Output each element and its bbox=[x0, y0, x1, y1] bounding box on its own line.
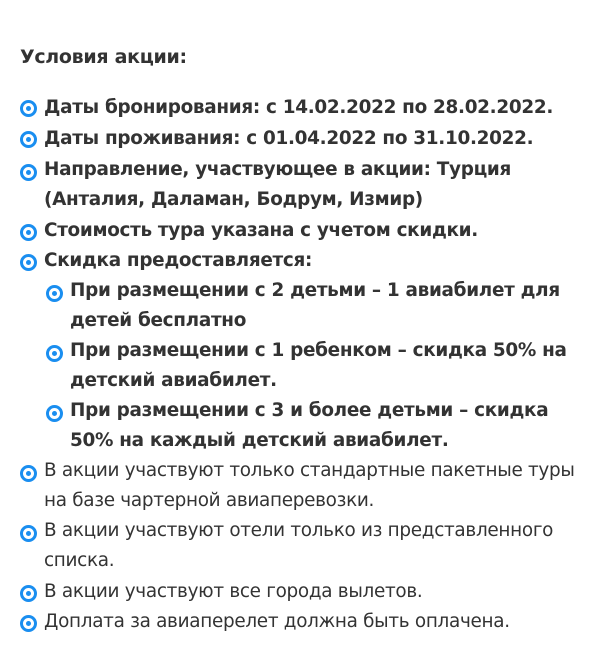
bullet-icon bbox=[20, 224, 37, 241]
condition-hotels-list: В акции участвуют отели только из представленного списка. bbox=[44, 520, 554, 571]
condition-departure-cities: В акции участвуют все города вылетов. bbox=[44, 581, 423, 602]
bullet-icon bbox=[46, 345, 63, 362]
condition-stay-dates: Даты проживания: с 01.04.2022 по 31.10.2022. bbox=[44, 128, 534, 149]
bullet-icon bbox=[20, 525, 37, 542]
condition-destination: Направление, участвующее в акции: Турция (Анталия, Даламан, Бодрум, Измир) bbox=[44, 159, 512, 210]
bullet-icon bbox=[20, 254, 37, 271]
discount-three-children: При размещении с 3 и более детьми – скидка 50% на каждый детский авиабилет. bbox=[70, 400, 549, 451]
bullet-icon bbox=[20, 100, 37, 117]
bullet-icon bbox=[20, 131, 37, 148]
discount-two-children: При размещении с 2 детьми – 1 авиабилет для детей бесплатно bbox=[70, 280, 560, 331]
bullet-icon bbox=[20, 164, 37, 181]
conditions-heading: Условия акции: bbox=[20, 46, 187, 68]
condition-booking-dates: Даты бронирования: с 14.02.2022 по 28.02.2022. bbox=[44, 97, 554, 118]
condition-discount-intro: Скидка предоставляется: bbox=[44, 250, 313, 271]
condition-price-note: Стоимость тура указана с учетом скидки. bbox=[44, 220, 478, 241]
bullet-icon bbox=[46, 405, 63, 422]
bullet-icon bbox=[46, 285, 63, 302]
bullet-icon bbox=[20, 585, 37, 602]
condition-flight-surcharge: Доплата за авиаперелет должна быть оплачена. bbox=[44, 611, 510, 632]
bullet-icon bbox=[20, 465, 37, 482]
discount-one-child: При размещении с 1 ребенком – скидка 50% на детский авиабилет. bbox=[70, 340, 567, 391]
bullet-icon bbox=[20, 615, 37, 632]
condition-package-tours: В акции участвуют только стандартные пакетные туры на базе чартерной авиаперевозки. bbox=[44, 460, 575, 511]
